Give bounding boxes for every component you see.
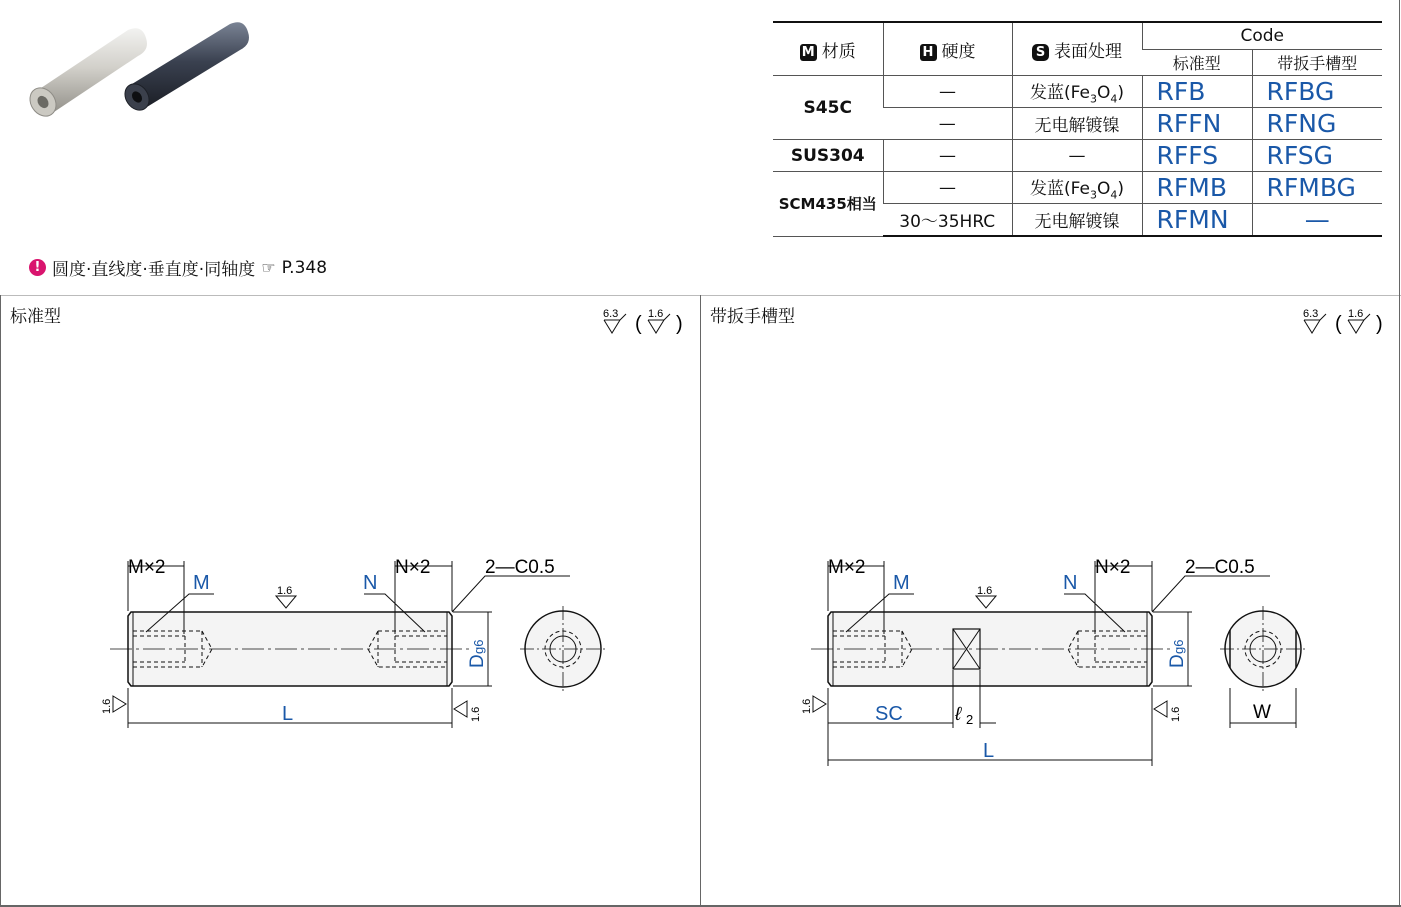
tolerance-label: g6 — [471, 639, 486, 654]
pin-end-view — [1220, 606, 1306, 692]
end-roughness-marks — [813, 696, 1167, 717]
header-surface — [1012, 22, 1142, 76]
roughness-header — [1303, 308, 1383, 335]
panel-title-wrench: 带扳手槽型 — [710, 307, 795, 327]
code-wrench: RFMBG — [1252, 172, 1382, 204]
material-s45c: S45C — [773, 76, 883, 140]
l2-subscript: 2 — [966, 712, 974, 727]
pin-side-view — [811, 612, 1171, 686]
header-material-label: 材质 — [821, 41, 856, 62]
paren-open: ( — [1335, 313, 1342, 335]
surface-text: ) — [1117, 82, 1124, 103]
length-label: L — [983, 740, 995, 762]
paren-close: ) — [676, 313, 683, 335]
code-wrench: RFNG — [1252, 108, 1382, 140]
code-wrench: RFSG — [1252, 140, 1382, 172]
material-badge-icon: M — [800, 44, 817, 61]
tolerance-note — [29, 255, 327, 280]
surface-subscript: 3 — [1089, 188, 1097, 202]
surface-roughness-label: 1.6 — [977, 585, 993, 597]
thread-n-count: N×2 — [395, 557, 431, 578]
surface-cell: — — [1012, 140, 1142, 172]
end-roughness-label: 1.6 — [1170, 706, 1182, 722]
material-sus304: SUS304 — [773, 140, 883, 172]
width-label: W — [1253, 702, 1271, 723]
header-hardness — [883, 22, 1012, 76]
diameter-label: D — [1167, 654, 1188, 668]
surface-text: O — [1096, 178, 1111, 199]
roughness-paren-value: 1.6 — [648, 308, 664, 320]
drawing-wrench — [701, 296, 1399, 905]
surface-subscript: 4 — [1110, 188, 1118, 202]
surface-cell — [1012, 172, 1142, 204]
code-wrench: — — [1252, 204, 1382, 237]
surface-roughness-label: 1.6 — [277, 585, 293, 597]
length-label: L — [282, 703, 294, 725]
code-standard: RFB — [1142, 76, 1252, 108]
exclamation-icon: ! — [29, 259, 46, 276]
hardness-cell: — — [883, 108, 1012, 140]
code-standard: RFMB — [1142, 172, 1252, 204]
end-roughness-label: 1.6 — [470, 706, 482, 722]
panel-title-standard: 标准型 — [10, 307, 61, 327]
chamfer-label: 2—C0.5 — [485, 557, 555, 578]
roughness-main-value: 6.3 — [603, 308, 619, 320]
silver-pin — [25, 28, 147, 121]
paren-close: ) — [1376, 313, 1383, 335]
thread-m-label: M — [893, 572, 910, 594]
roughness-paren-value: 1.6 — [1348, 308, 1364, 320]
surface-text: ) — [1117, 178, 1124, 199]
diameter-label: D — [467, 654, 488, 668]
hardness-cell: — — [883, 140, 1012, 172]
thread-n-label: N — [1063, 572, 1078, 594]
end-roughness-label: 1.6 — [801, 698, 813, 714]
paren-open: ( — [635, 313, 642, 335]
product-photo — [20, 12, 260, 122]
surface-text: 发蓝(Fe — [1030, 178, 1090, 199]
code-standard: RFFN — [1142, 108, 1252, 140]
surface-subscript: 3 — [1089, 92, 1097, 106]
page-reference-link[interactable]: P.348 — [281, 257, 328, 278]
surface-cell: 无电解镀镍 — [1012, 204, 1142, 237]
code-wrench: RFBG — [1252, 76, 1382, 108]
header-material — [773, 22, 883, 76]
surface-badge-icon: S — [1032, 44, 1049, 61]
thread-n-label: N — [363, 572, 378, 594]
thread-n-count: N×2 — [1095, 557, 1131, 578]
thread-m-label: M — [193, 572, 210, 594]
thread-m-count: M×2 — [828, 557, 866, 578]
roughness-header — [603, 308, 683, 335]
header-wrench: 带扳手槽型 — [1252, 50, 1382, 76]
pin-end-view — [520, 606, 606, 692]
code-standard: RFMN — [1142, 204, 1252, 237]
l2-label: ℓ — [955, 704, 962, 725]
note-text: 圆度·直线度·垂直度·同轴度 — [52, 260, 256, 280]
header-code: Code — [1142, 22, 1382, 50]
surface-text: 发蓝(Fe — [1030, 82, 1090, 103]
frame-right — [1399, 0, 1400, 907]
material-scm435: SCM435相当 — [773, 172, 883, 237]
header-surface-label: 表面处理 — [1054, 41, 1122, 62]
hardness-cell: — — [883, 76, 1012, 108]
header-standard: 标准型 — [1142, 50, 1252, 76]
sc-label: SC — [875, 703, 903, 725]
thread-m-count: M×2 — [128, 557, 166, 578]
end-roughness-label: 1.6 — [101, 698, 113, 714]
surface-subscript: 4 — [1110, 92, 1118, 106]
pointing-hand-icon: ☞ — [261, 258, 276, 277]
surface-cell — [1012, 76, 1142, 108]
hardness-badge-icon: H — [920, 44, 937, 61]
header-hardness-label: 硬度 — [941, 41, 976, 62]
surface-text: O — [1096, 82, 1111, 103]
hardness-cell: 30～35HRC — [883, 204, 1012, 237]
code-standard: RFFS — [1142, 140, 1252, 172]
chamfer-label: 2—C0.5 — [1185, 557, 1255, 578]
hardness-cell: — — [883, 172, 1012, 204]
drawing-standard — [0, 296, 700, 905]
surface-cell: 无电解镀镍 — [1012, 108, 1142, 140]
spec-table — [773, 21, 1382, 237]
tolerance-label: g6 — [1171, 639, 1186, 654]
roughness-main-value: 6.3 — [1303, 308, 1319, 320]
